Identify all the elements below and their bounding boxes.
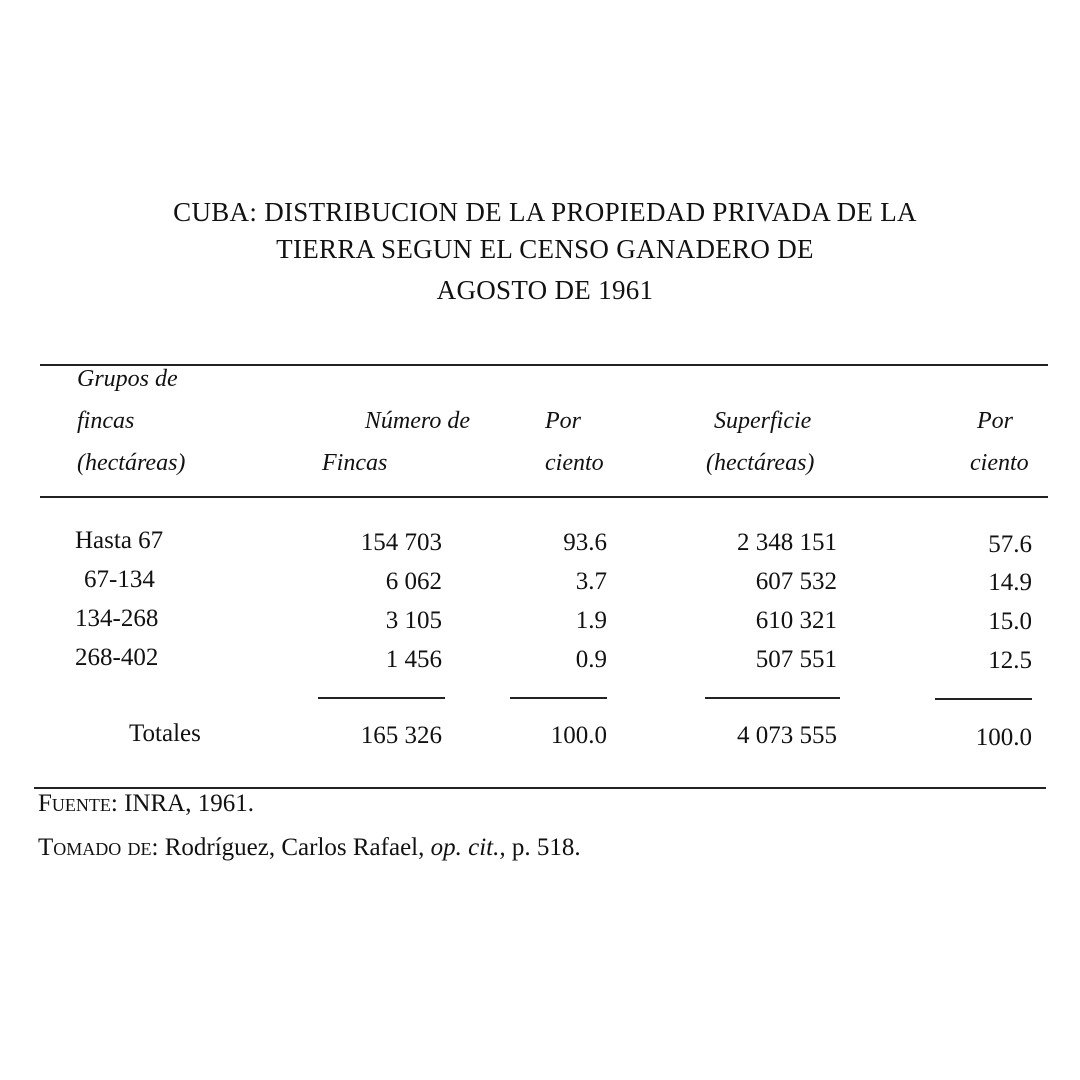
header-rule <box>40 496 1048 498</box>
totals-area: 4 073 555 <box>737 722 837 749</box>
subtotal-rule-farms-percent <box>510 697 607 699</box>
row-farms-percent: 93.6 <box>563 529 607 556</box>
header-groups-2: fincas <box>77 408 135 434</box>
totals-label: Totales <box>129 720 201 747</box>
header-percent-1-a: Por <box>545 408 581 434</box>
totals-farms: 165 326 <box>360 722 442 749</box>
taken-text: Rodríguez, Carlos Rafael, <box>164 834 425 861</box>
header-number-2: Fincas <box>322 450 388 476</box>
taken-page: p. 518. <box>511 834 581 861</box>
row-farms: 1 456 <box>385 646 442 673</box>
header-percent-1-b: ciento <box>545 450 604 476</box>
row-group: Hasta 67 <box>75 527 164 554</box>
subtotal-rule-farms <box>318 697 445 699</box>
row-group: 268-402 <box>75 644 159 671</box>
source-label: Fuente: <box>38 790 118 817</box>
row-group: 134-268 <box>75 605 159 632</box>
subtotal-rule-area-percent <box>935 698 1032 700</box>
totals-area-percent: 100.0 <box>975 724 1032 751</box>
header-number-1: Número de <box>364 408 470 434</box>
row-area-percent: 14.9 <box>988 569 1032 596</box>
taken-italic: op. cit., <box>430 834 506 861</box>
row-area-percent: 12.5 <box>988 647 1032 674</box>
row-farms: 6 062 <box>385 568 442 595</box>
row-area: 507 551 <box>755 646 837 673</box>
row-area-percent: 15.0 <box>988 608 1032 635</box>
header-percent-2-b: ciento <box>970 450 1029 476</box>
row-farms-percent: 3.7 <box>575 568 607 595</box>
top-rule <box>40 364 1048 366</box>
row-farms: 154 703 <box>360 529 442 556</box>
row-farms-percent: 1.9 <box>575 607 607 634</box>
bottom-rule <box>34 787 1046 789</box>
subtotal-rule-area <box>705 697 840 699</box>
footnote-source <box>38 790 254 818</box>
header-area-1: Superficie <box>714 408 812 434</box>
row-group: 67-134 <box>84 566 155 593</box>
header-area-2: (hectáreas) <box>706 450 815 476</box>
title-line-2: TIERRA SEGUN EL CENSO GANADERO DE <box>276 234 814 264</box>
footnote-taken-from <box>38 834 581 862</box>
row-area: 607 532 <box>755 568 837 595</box>
taken-label: Tomado de: <box>38 834 159 861</box>
row-area: 2 348 151 <box>737 529 837 556</box>
row-area: 610 321 <box>755 607 837 634</box>
title-line-3: AGOSTO DE 1961 <box>436 275 654 305</box>
row-area-percent: 57.6 <box>988 531 1032 558</box>
title-line-1: CUBA: DISTRIBUCION DE LA PROPIEDAD PRIVADA DE LA <box>173 197 917 227</box>
row-farms-percent: 0.9 <box>575 646 607 673</box>
totals-farms-percent: 100.0 <box>550 722 607 749</box>
header-groups-1: Grupos de <box>77 366 178 392</box>
header-percent-2-a: Por <box>977 408 1013 434</box>
source-text: INRA, 1961. <box>124 790 254 817</box>
header-groups-3: (hectáreas) <box>77 450 186 476</box>
row-farms: 3 105 <box>385 607 442 634</box>
